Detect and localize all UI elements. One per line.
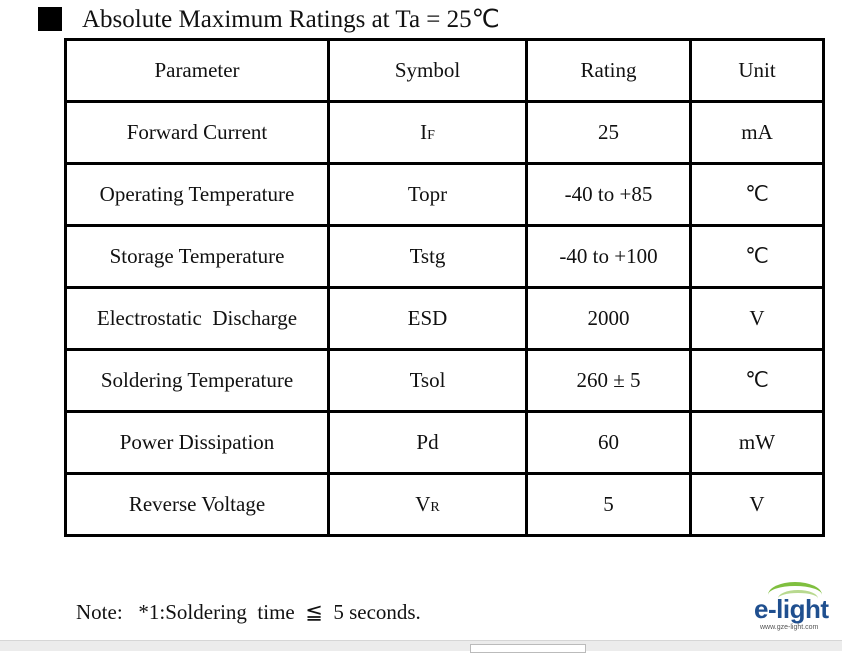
table-row bbox=[67, 227, 822, 289]
row-unit: ℃ bbox=[692, 165, 822, 227]
row-rating: -40 to +100 bbox=[528, 227, 692, 289]
table-row bbox=[67, 475, 822, 534]
row-parameter: Power Dissipation bbox=[67, 413, 330, 475]
symbol-main: V bbox=[415, 492, 431, 516]
ratings-table-container bbox=[64, 38, 825, 537]
section-title: Absolute Maximum Ratings at Ta = 25℃ bbox=[82, 6, 500, 33]
ratings-table bbox=[64, 38, 825, 537]
row-rating: 5 bbox=[528, 475, 692, 534]
soldering-note: Note: *1:Soldering time ≦ 5 seconds. bbox=[76, 600, 421, 624]
header-unit: Unit bbox=[692, 41, 822, 103]
symbol-main: ESD bbox=[407, 306, 448, 330]
header-rating: Rating bbox=[528, 41, 692, 103]
row-rating: 60 bbox=[528, 413, 692, 475]
section-heading bbox=[38, 4, 500, 34]
row-parameter: Reverse Voltage bbox=[67, 475, 330, 534]
row-symbol bbox=[330, 103, 528, 165]
row-rating: -40 to +85 bbox=[528, 165, 692, 227]
symbol-subscript: F bbox=[427, 128, 435, 143]
table-row bbox=[67, 351, 822, 413]
e-light-logo bbox=[754, 582, 836, 634]
symbol-main: Topr bbox=[407, 182, 448, 206]
table-row bbox=[67, 289, 822, 351]
row-symbol bbox=[330, 165, 528, 227]
header-parameter: Parameter bbox=[67, 41, 330, 103]
row-unit: mA bbox=[692, 103, 822, 165]
row-symbol bbox=[330, 475, 528, 534]
row-unit: V bbox=[692, 289, 822, 351]
table-row bbox=[67, 165, 822, 227]
row-unit: ℃ bbox=[692, 351, 822, 413]
row-unit: V bbox=[692, 475, 822, 534]
row-rating: 2000 bbox=[528, 289, 692, 351]
bottom-toolbar-strip bbox=[0, 640, 842, 651]
logo-url-text: www.gze-light.com bbox=[760, 624, 819, 631]
symbol-main: Pd bbox=[416, 430, 439, 454]
row-parameter: Operating Temperature bbox=[67, 165, 330, 227]
black-square-bullet-icon bbox=[38, 7, 62, 31]
row-symbol bbox=[330, 289, 528, 351]
row-parameter: Electrostatic Discharge bbox=[67, 289, 330, 351]
row-unit: mW bbox=[692, 413, 822, 475]
table-row bbox=[67, 413, 822, 475]
row-rating: 260 ± 5 bbox=[528, 351, 692, 413]
row-unit: ℃ bbox=[692, 227, 822, 289]
symbol-main: I bbox=[420, 120, 428, 144]
row-rating: 25 bbox=[528, 103, 692, 165]
row-symbol bbox=[330, 351, 528, 413]
table-header-row bbox=[67, 41, 822, 103]
header-symbol: Symbol bbox=[330, 41, 528, 103]
symbol-main: Tsol bbox=[409, 368, 446, 392]
row-parameter: Storage Temperature bbox=[67, 227, 330, 289]
symbol-subscript: R bbox=[430, 500, 440, 515]
logo-brand-text: e-light bbox=[754, 594, 829, 624]
row-parameter: Soldering Temperature bbox=[67, 351, 330, 413]
row-parameter: Forward Current bbox=[67, 103, 330, 165]
table-row bbox=[67, 103, 822, 165]
toolbar-input-field[interactable] bbox=[470, 644, 586, 653]
row-symbol bbox=[330, 227, 528, 289]
symbol-main: Tstg bbox=[409, 244, 446, 268]
row-symbol bbox=[330, 413, 528, 475]
